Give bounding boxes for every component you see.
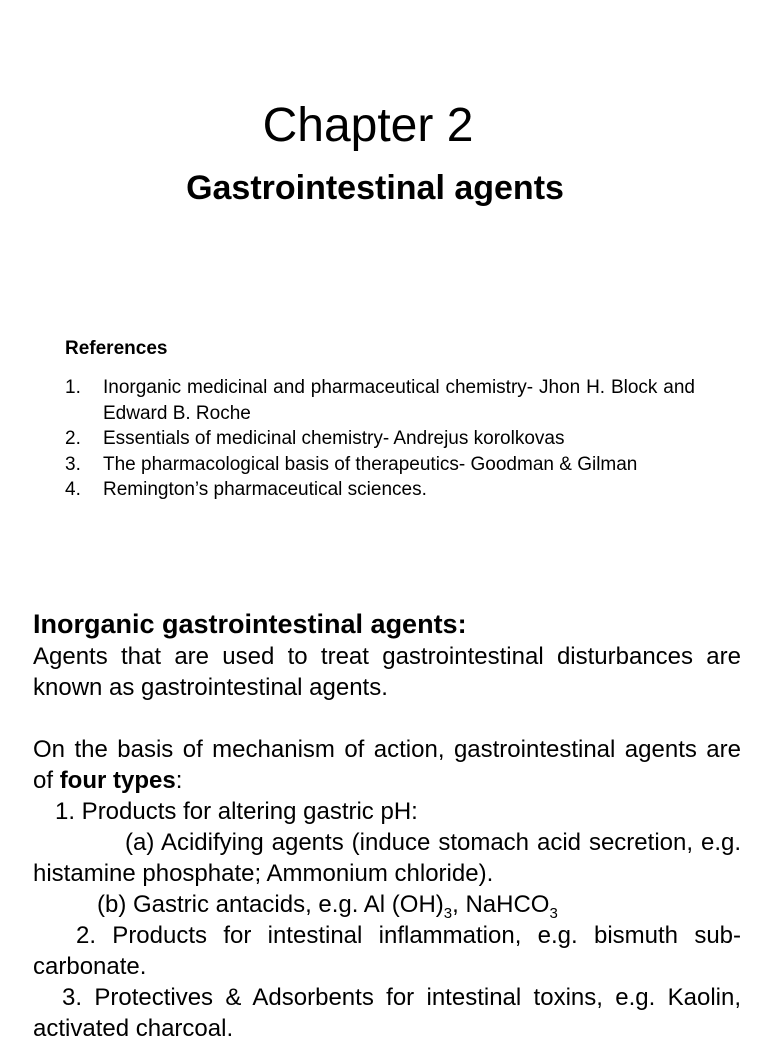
chapter-subtitle: Gastrointestinal agents (186, 169, 564, 207)
basis-text: On the basis of mechanism of action, gastrointestinal agents are of (33, 736, 741, 794)
reference-number: 3. (65, 453, 81, 475)
basis-colon: : (175, 767, 183, 794)
main-content (33, 607, 741, 1044)
reference-item (65, 477, 695, 503)
reference-number: 1. (65, 377, 81, 398)
list-item-3: 3. Protectives & Adsorbents for intestinal toxins, e.g. Kaolin, activated charcoal. (33, 984, 741, 1042)
reference-text: Essentials of medicinal chemistry- Andrejus korolkovas (103, 428, 565, 449)
paragraph-gap (33, 703, 741, 734)
reference-item (65, 375, 695, 426)
reference-text: The pharmacological basis of therapeutics- Goodman & Gilman (103, 453, 638, 475)
reference-item (65, 452, 695, 478)
section-heading: Inorganic gastrointestinal agents: (33, 609, 467, 639)
basis-bold-text: four types (59, 767, 176, 794)
subscript: 3 (443, 904, 453, 922)
chapter-title: Chapter 2 (262, 99, 474, 152)
reference-item (65, 426, 695, 452)
list-item-1b-text: (b) Gastric antacids, e.g. Al (OH) (97, 891, 444, 918)
reference-text: Remington’s pharmaceutical sciences. (103, 479, 427, 500)
reference-number: 4. (65, 479, 81, 500)
definition-paragraph: Agents that are used to treat gastrointestinal disturbances are known as gastrointestinal agents. (33, 643, 741, 701)
list-item-1: 1. Products for altering gastric pH: (55, 798, 418, 825)
basis-paragraph (33, 734, 741, 796)
list-item-2: 2. Products for intestinal inflammation, e.g. bismuth sub-carbonate. (33, 922, 741, 980)
references-heading: References (65, 338, 168, 359)
reference-number: 2. (65, 428, 81, 449)
reference-text: Inorganic medicinal and pharmaceutical chemistry- Jhon H. Block and Edward B. Roche (103, 377, 695, 424)
list-item-1b-text-2: , NaHCO (452, 891, 550, 918)
list-item-1b (33, 889, 741, 920)
references-list (65, 375, 695, 503)
list-item-1a: (a) Acidifying agents (induce stomach acid secretion, e.g. histamine phosphate; Ammonium chloride). (33, 829, 741, 887)
subscript: 3 (549, 904, 558, 922)
